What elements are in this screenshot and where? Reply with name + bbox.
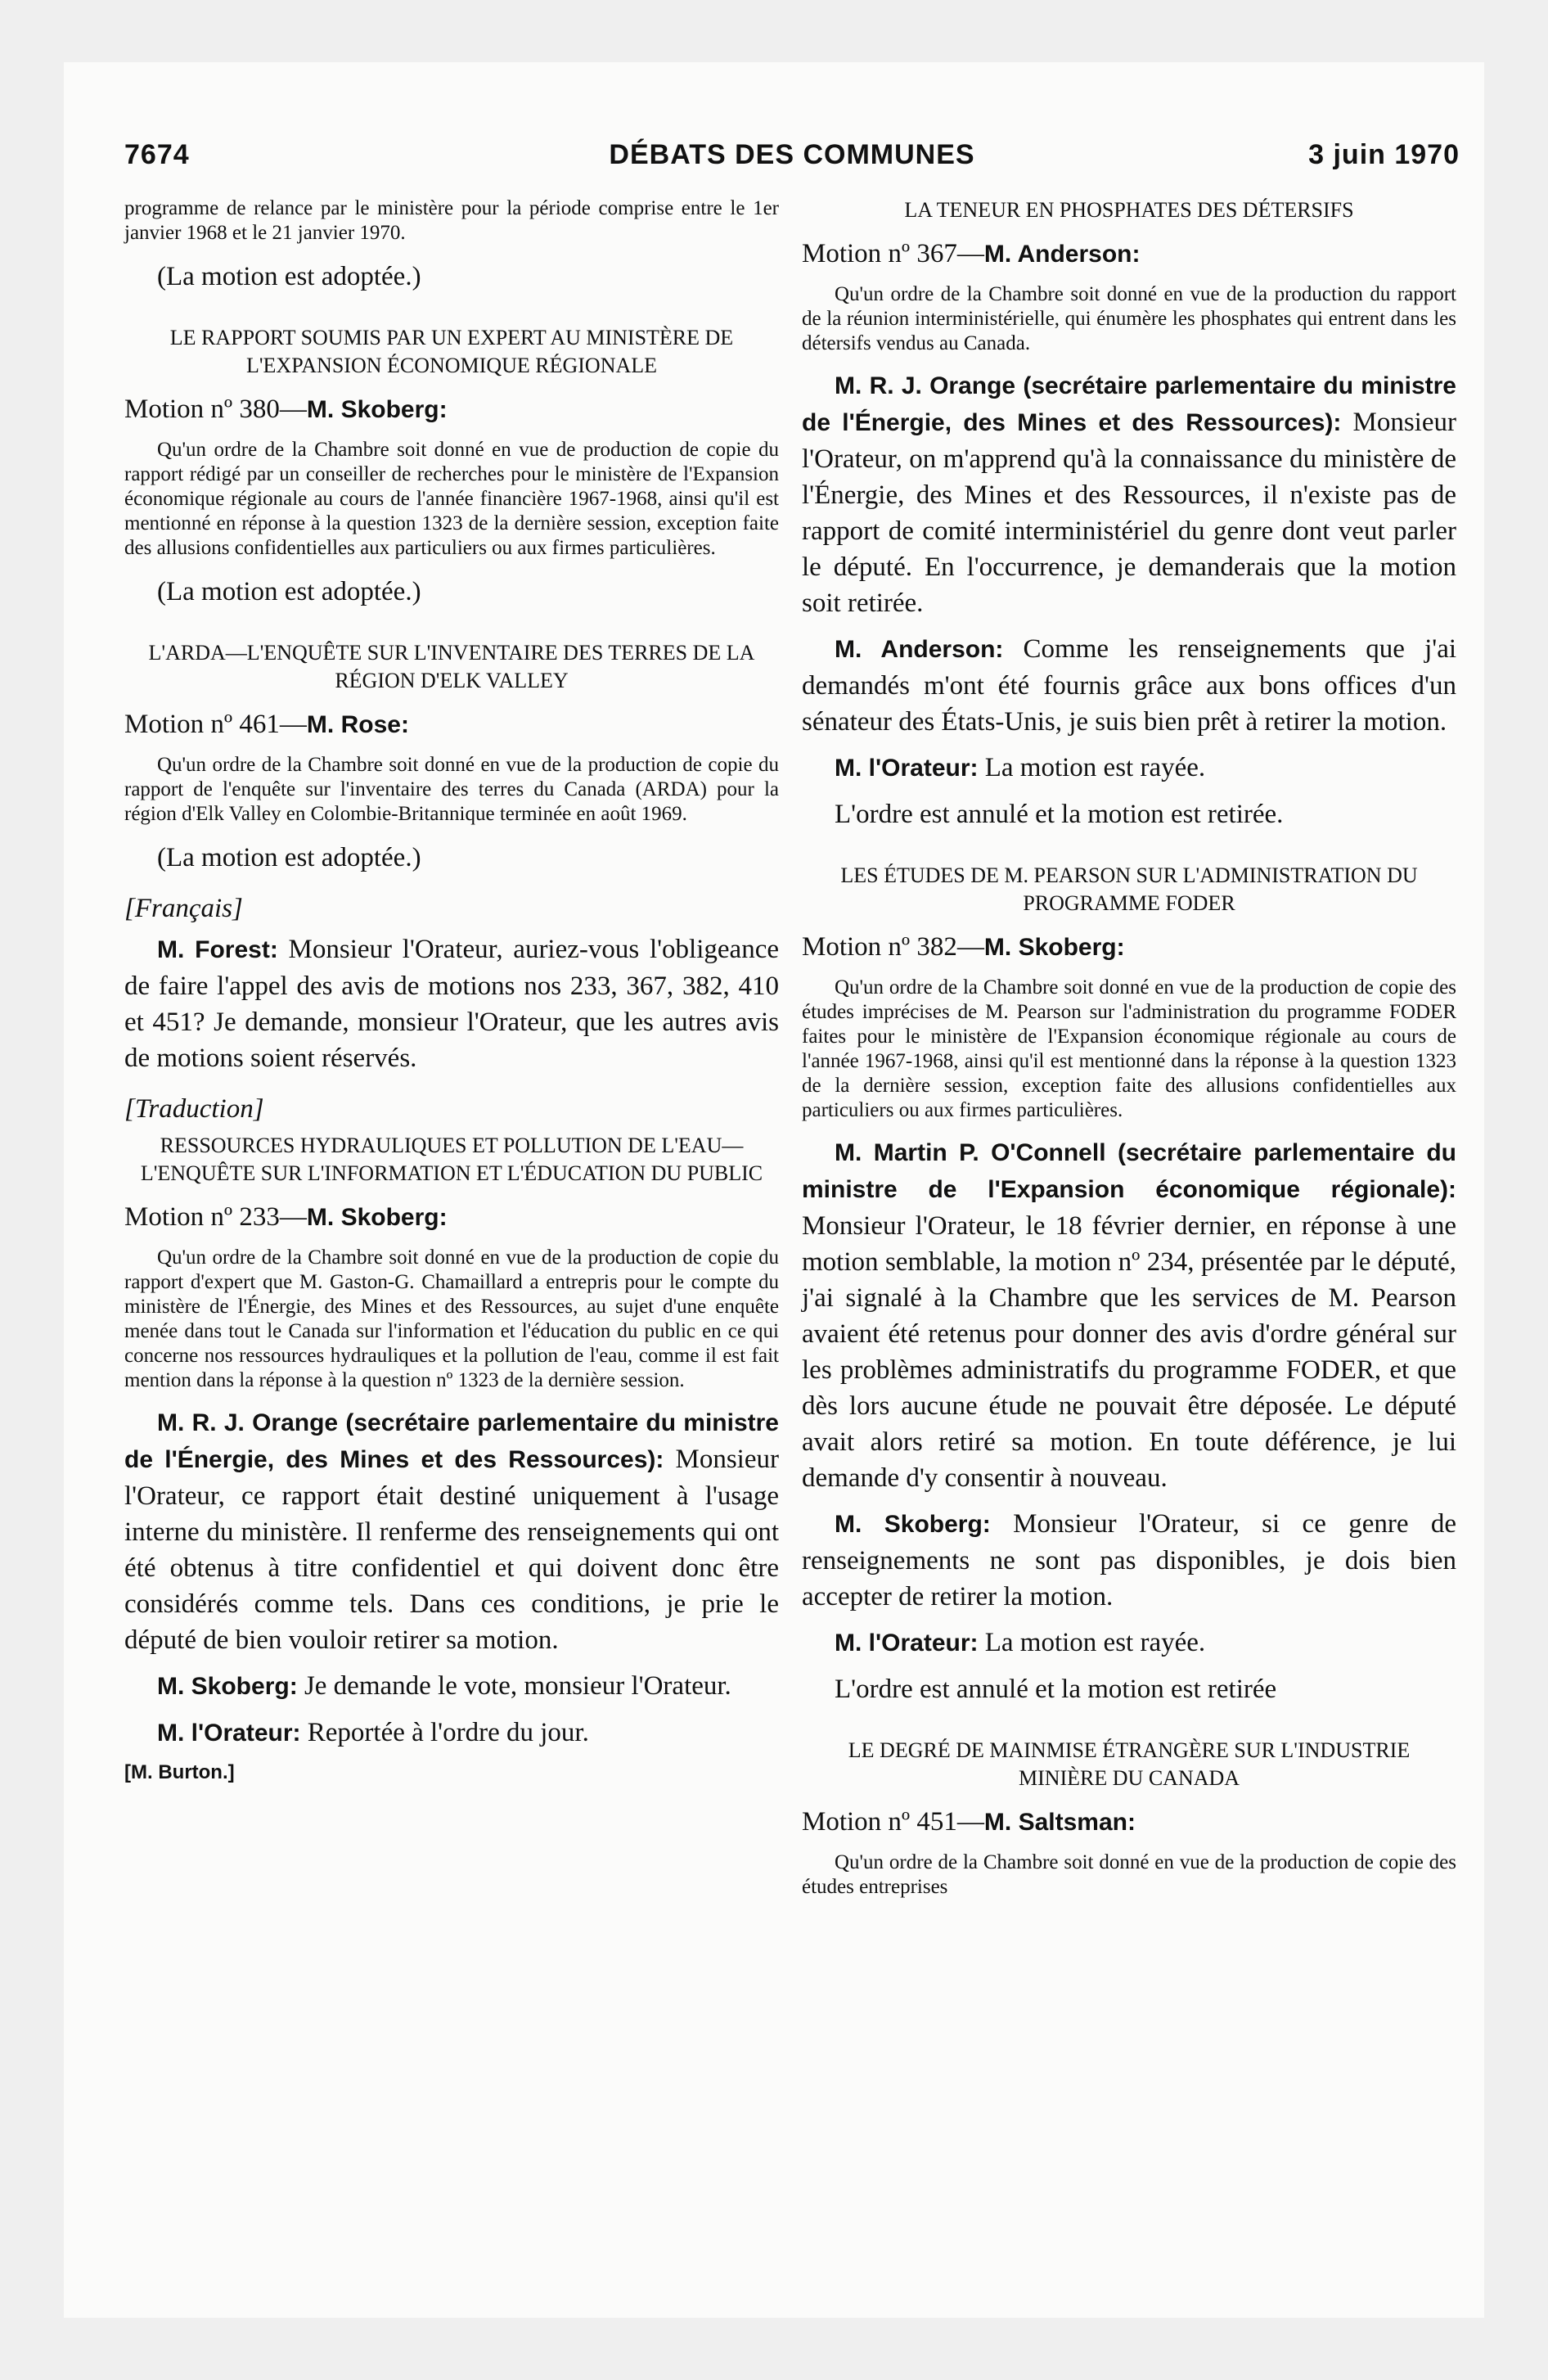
motion-text: Qu'un ordre de la Chambre soit donné en vue de la production de copie des études entreprises (802, 1851, 1456, 1898)
motion-line (802, 929, 1456, 966)
speech-text: Je demande le vote, monsieur l'Orateur. (297, 1671, 731, 1701)
speech-text: La motion est rayée. (978, 1628, 1206, 1657)
motion-text: Qu'un ordre de la Chambre soit donné en vue de la production de copie du rapport de l'enquête sur l'inventaire des terres du Canada (ARDA) pour la région d'Elk Valley en Colombie-Britannique terminée en août 1969. (124, 754, 779, 825)
speaker-name: M. Skoberg: (306, 396, 448, 423)
speech (124, 1404, 779, 1658)
paragraph: programme de relance par le ministère pour la période comprise entre le 1er janvier 1968 et le 21 janvier 1970. (124, 197, 779, 244)
adopted-note: (La motion est adoptée.) (157, 577, 421, 606)
adopted-note: (La motion est adoptée.) (157, 262, 421, 291)
section-heading: LES ÉTUDES DE M. PEARSON SUR L'ADMINISTRATION DU PROGRAMME FODER (840, 863, 1418, 915)
motion-line (124, 1199, 779, 1236)
motion-number: Motion nº 451— (802, 1807, 984, 1837)
speaker-name: M. Skoberg: (157, 1673, 298, 1700)
speech (802, 1134, 1456, 1496)
adopted-note: (La motion est adoptée.) (157, 843, 421, 872)
motion-line (802, 236, 1456, 273)
speech (124, 931, 779, 1076)
motion-number: Motion nº 380— (124, 394, 307, 424)
motion-text: Qu'un ordre de la Chambre soit donné en vue de la production de copie du rapport d'expert que M. Gaston-G. Chamaillard a entrepris pour le compte du ministère de l'Énergie, des Mines et des Ressources, au sujet d'une enquête menée dans tout le Canada sur l'information et l'éducation du public en ce qui concerne nos ressources hydrauliques et la pollution de l'eau, comme il est fait mention dans la réponse à la question nº 1323 de la dernière session. (124, 1246, 779, 1391)
motion-text: Qu'un ordre de la Chambre soit donné en vue de la production du rapport de la réunion interministérielle, qui énumère les phosphates qui entrent dans les détersifs vendus au Canada. (802, 283, 1456, 354)
section-heading: RESSOURCES HYDRAULIQUES ET POLLUTION DE L'EAU—L'ENQUÊTE SUR L'INFORMATION ET L'ÉDUCATION DU PUBLIC (140, 1134, 763, 1185)
speech-text: La motion est rayée. (978, 753, 1206, 782)
speaker-name: M. l'Orateur: (157, 1720, 301, 1747)
speech (802, 1625, 1456, 1661)
speaker-name: M. Rose: (306, 711, 409, 738)
language-marker: [Français] (124, 894, 243, 923)
section-heading: L'ARDA—L'ENQUÊTE SUR L'INVENTAIRE DES TERRES DE LA RÉGION D'ELK VALLEY (148, 641, 755, 692)
speaker-name: M. Forest: (157, 936, 278, 963)
page-number: 7674 (124, 139, 190, 170)
speaker-name: M. Saltsman: (983, 1809, 1136, 1836)
motion-line (802, 1804, 1456, 1841)
motion-number: Motion nº 233— (124, 1202, 307, 1232)
speaker-name: M. Anderson: (983, 241, 1141, 268)
speaker-name: M. l'Orateur: (835, 755, 979, 782)
motion-line (124, 391, 779, 428)
speech (802, 1506, 1456, 1615)
speaker-tag: [M. Burton.] (124, 1761, 235, 1783)
speaker-name: M. Martin P. O'Connell (secrétaire parlementaire du ministre de l'Expansion économique régionale): (802, 1139, 1456, 1203)
speech (802, 631, 1456, 740)
speaker-name: M. Skoberg: (306, 1204, 448, 1231)
motion-text: Qu'un ordre de la Chambre soit donné en vue de la production de copie des études imprécises de M. Pearson sur l'administration du programme FODER faites pour le ministère de l'Expansion économique régionale au cours de l'année 1967-1968, ainsi qu'il est mentionné dans la réponse à la question 1323 de la dernière session, exception faite des allusions confidentielles aux particuliers ou aux firmes particulières. (802, 976, 1456, 1121)
speech (802, 367, 1456, 621)
speaker-name: M. l'Orateur: (835, 1629, 979, 1657)
section-heading: LA TENEUR EN PHOSPHATES DES DÉTERSIFS (904, 198, 1354, 222)
withdrawn-note: L'ordre est annulé et la motion est retirée (835, 1675, 1277, 1704)
left-column (124, 196, 779, 1804)
running-title: DÉBATS DES COMMUNES (609, 139, 975, 170)
motion-text: Qu'un ordre de la Chambre soit donné en vue de production de copie du rapport rédigé par un conseiller de recherches pour le ministère de l'Expansion économique régionale au cours de l'année financière 1967-1968, ainsi qu'il est mentionné en réponse à la question 1323 de la dernière session, exception faite des allusions confidentielles aux particuliers ou aux firmes particulières. (124, 439, 779, 559)
language-marker: [Traduction] (124, 1094, 264, 1124)
speech-text: Monsieur l'Orateur, auriez-vous l'obligeance de faire l'appel des avis de motions nos 233, 367, 382, 410 et 451? Je demande, monsieur l'Orateur, que les autres avis de motions soient réservés. (124, 935, 779, 1073)
speaker-name: M. Skoberg: (835, 1511, 991, 1538)
speech-text: Comme les renseignements que j'ai demandés m'ont été fournis grâce aux bons offices d'un sénateur des États-Unis, je suis bien prêt à retirer la motion. (802, 634, 1457, 737)
section-heading: LE RAPPORT SOUMIS PAR UN EXPERT AU MINISTÈRE DE L'EXPANSION ÉCONOMIQUE RÉGIONALE (169, 326, 734, 377)
motion-number: Motion nº 461— (124, 710, 307, 739)
speech-text: Monsieur l'Orateur, si ce genre de renseignements ne sont pas disponibles, je dois bien accepter de retirer la motion. (802, 1509, 1456, 1611)
speaker-name: M. R. J. Orange (secrétaire parlementaire du ministre de l'Énergie, des Mines et des Ressources): (124, 1409, 779, 1473)
speaker-name: M. Anderson: (835, 636, 1004, 663)
speech-text: Monsieur l'Orateur, on m'apprend qu'à la connaissance du ministère de l'Énergie, des Mines et des Ressources, il n'existe pas de rapport de comité interministériel du genre dont veut parler le député. En l'occurrence, je demanderais que la motion soit retirée. (802, 408, 1456, 618)
speech (802, 750, 1456, 787)
page-date: 3 juin 1970 (1308, 139, 1460, 170)
section-heading: LE DEGRÉ DE MAINMISE ÉTRANGÈRE SUR L'INDUSTRIE MINIÈRE DU CANADA (848, 1738, 1411, 1790)
right-column (802, 196, 1456, 1911)
motion-number: Motion nº 382— (802, 932, 984, 962)
speech (124, 1668, 779, 1705)
speech-text: Monsieur l'Orateur, ce rapport était destiné uniquement à l'usage interne du ministère. Il renferme des renseignements qui ont été obtenus à titre confidentiel et qui doivent donc être considérés comme tels. Dans ces conditions, je prie le député de bien vouloir retirer sa motion. (124, 1445, 779, 1655)
withdrawn-note: L'ordre est annulé et la motion est retirée. (835, 800, 1284, 829)
speech (124, 1715, 779, 1751)
motion-number: Motion nº 367— (802, 239, 984, 268)
motion-line (124, 706, 779, 743)
speech-text: Monsieur l'Orateur, le 18 février dernier, en réponse à une motion semblable, la motion nº 234, présentée par le député, j'ai signalé à la Chambre que les services de M. Pearson avaient été retenus pour donner des avis d'ordre général sur les problèmes administratifs du programme FODER, et que dès lors aucune étude ne pouvait être déposée. Le député avait alors retiré sa motion. En toute déférence, je lui demande d'y consentir à nouveau. (802, 1211, 1456, 1493)
speaker-name: M. Skoberg: (983, 934, 1125, 961)
speaker-name: M. R. J. Orange (secrétaire parlementaire du ministre de l'Énergie, des Mines et des Ressources): (802, 372, 1456, 436)
page-header (124, 139, 1460, 188)
speech-text: Reportée à l'ordre du jour. (300, 1718, 589, 1747)
